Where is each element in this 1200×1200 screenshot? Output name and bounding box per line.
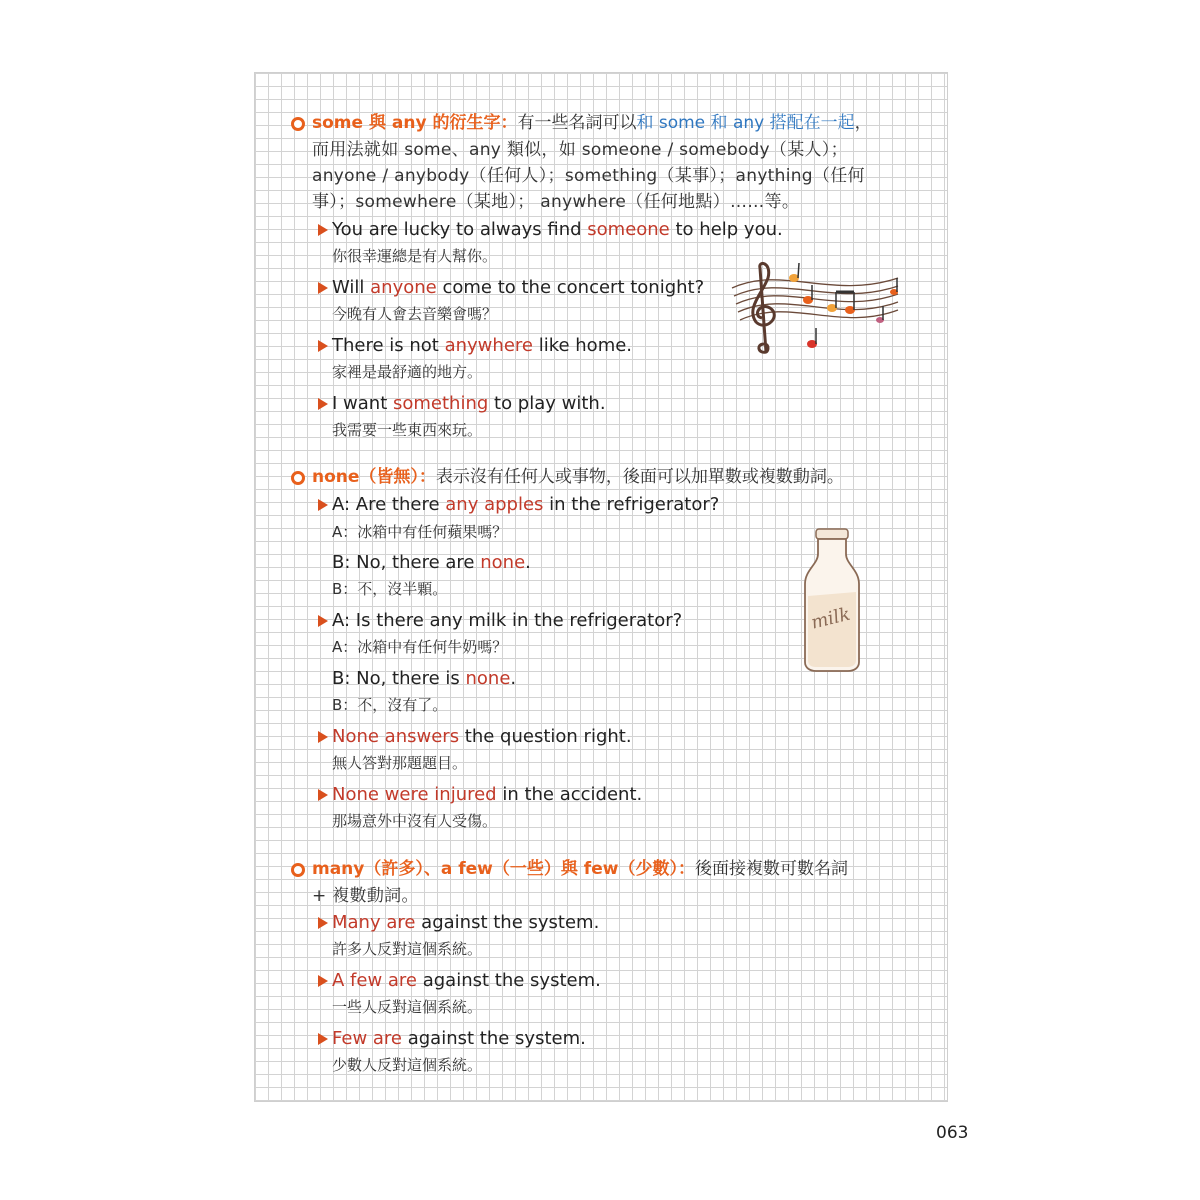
section1-desc-line3: anyone / anybody（任何人）；something（某事）；anything（任何 — [312, 166, 865, 186]
example-translation: 家裡是最舒適的地方。 — [332, 363, 483, 381]
example-arrow-icon — [318, 917, 328, 929]
example-translation: 一些人反對這個系統。 — [332, 998, 483, 1016]
example-arrow-icon — [318, 789, 328, 801]
section1-heading-title: some 與 any 的衍生字： — [312, 113, 518, 133]
section2-heading: none（皆無）：表示沒有任何人或事物，後面可以加單數或複數動詞。 — [312, 467, 844, 487]
section3-desc-line2: + 複數動詞。 — [312, 886, 419, 906]
music-notes-illustration — [722, 260, 904, 360]
example-translation: 許多人反對這個系統。 — [332, 940, 483, 958]
section1-heading: some 與 any 的衍生字：有一些名詞可以和 some 和 any 搭配在一起， — [312, 113, 872, 133]
example-sentence: You are lucky to always find someone to help you. — [332, 219, 783, 240]
example-sentence: None were injured in the accident. — [332, 784, 643, 805]
example-arrow-icon — [318, 1033, 328, 1045]
example-sentence: B: No, there are none. — [332, 552, 531, 573]
example-arrow-icon — [318, 615, 328, 627]
example-arrow-icon — [318, 975, 328, 987]
example-arrow-icon — [318, 398, 328, 410]
example-sentence: A: Are there any apples in the refrigerator? — [332, 494, 720, 515]
treble-clef-icon — [753, 263, 774, 352]
example-translation: 少數人反對這個系統。 — [332, 1056, 483, 1074]
example-sentence: There is not anywhere like home. — [332, 335, 633, 356]
section3-heading: many（許多）、a few（一些）與 few（少數）：後面接複數可數名詞 — [312, 859, 848, 879]
section-bullet-icon — [291, 117, 305, 131]
example-translation: B：不，沒有了。 — [332, 696, 448, 714]
example-arrow-icon — [318, 499, 328, 511]
milk-label: milk — [808, 603, 853, 634]
example-sentence: Will anyone come to the concert tonight? — [332, 277, 705, 298]
example-sentence: I want something to play with. — [332, 393, 606, 414]
example-translation: 無人答對那題題目。 — [332, 754, 468, 772]
example-arrow-icon — [318, 282, 328, 294]
example-sentence: A few are against the system. — [332, 970, 601, 991]
example-arrow-icon — [318, 224, 328, 236]
section3-heading-title: many（許多）、a few（一些）與 few（少數）： — [312, 859, 695, 879]
example-translation: B：不，沒半顆。 — [332, 580, 448, 598]
example-sentence: B: No, there is none. — [332, 668, 517, 689]
example-arrow-icon — [318, 340, 328, 352]
example-sentence: Many are against the system. — [332, 912, 600, 933]
section1-desc-line2: 而用法就如 some、any 類似，如 someone / somebody（某人）； — [312, 140, 848, 160]
example-sentence: None answers the question right. — [332, 726, 632, 747]
example-translation: 你很幸運總是有人幫你。 — [332, 247, 498, 265]
page-number: 063 — [936, 1123, 969, 1143]
example-translation: 我需要一些東西來玩。 — [332, 421, 483, 439]
section1-desc-line4: 事）；somewhere（某地）； anywhere（任何地點）……等。 — [312, 192, 800, 212]
section2-heading-title: none（皆無）： — [312, 467, 436, 487]
example-translation: 那場意外中沒有人受傷。 — [332, 812, 498, 830]
milk-bottle-illustration — [800, 526, 864, 674]
example-sentence: A: Is there any milk in the refrigerator? — [332, 610, 683, 631]
example-translation: A：冰箱中有任何蘋果嗎？ — [332, 523, 508, 541]
example-translation: A：冰箱中有任何牛奶嗎？ — [332, 638, 508, 656]
example-arrow-icon — [318, 731, 328, 743]
section-bullet-icon — [291, 863, 305, 877]
section-bullet-icon — [291, 471, 305, 485]
example-sentence: Few are against the system. — [332, 1028, 586, 1049]
example-translation: 今晚有人會去音樂會嗎？ — [332, 305, 498, 323]
